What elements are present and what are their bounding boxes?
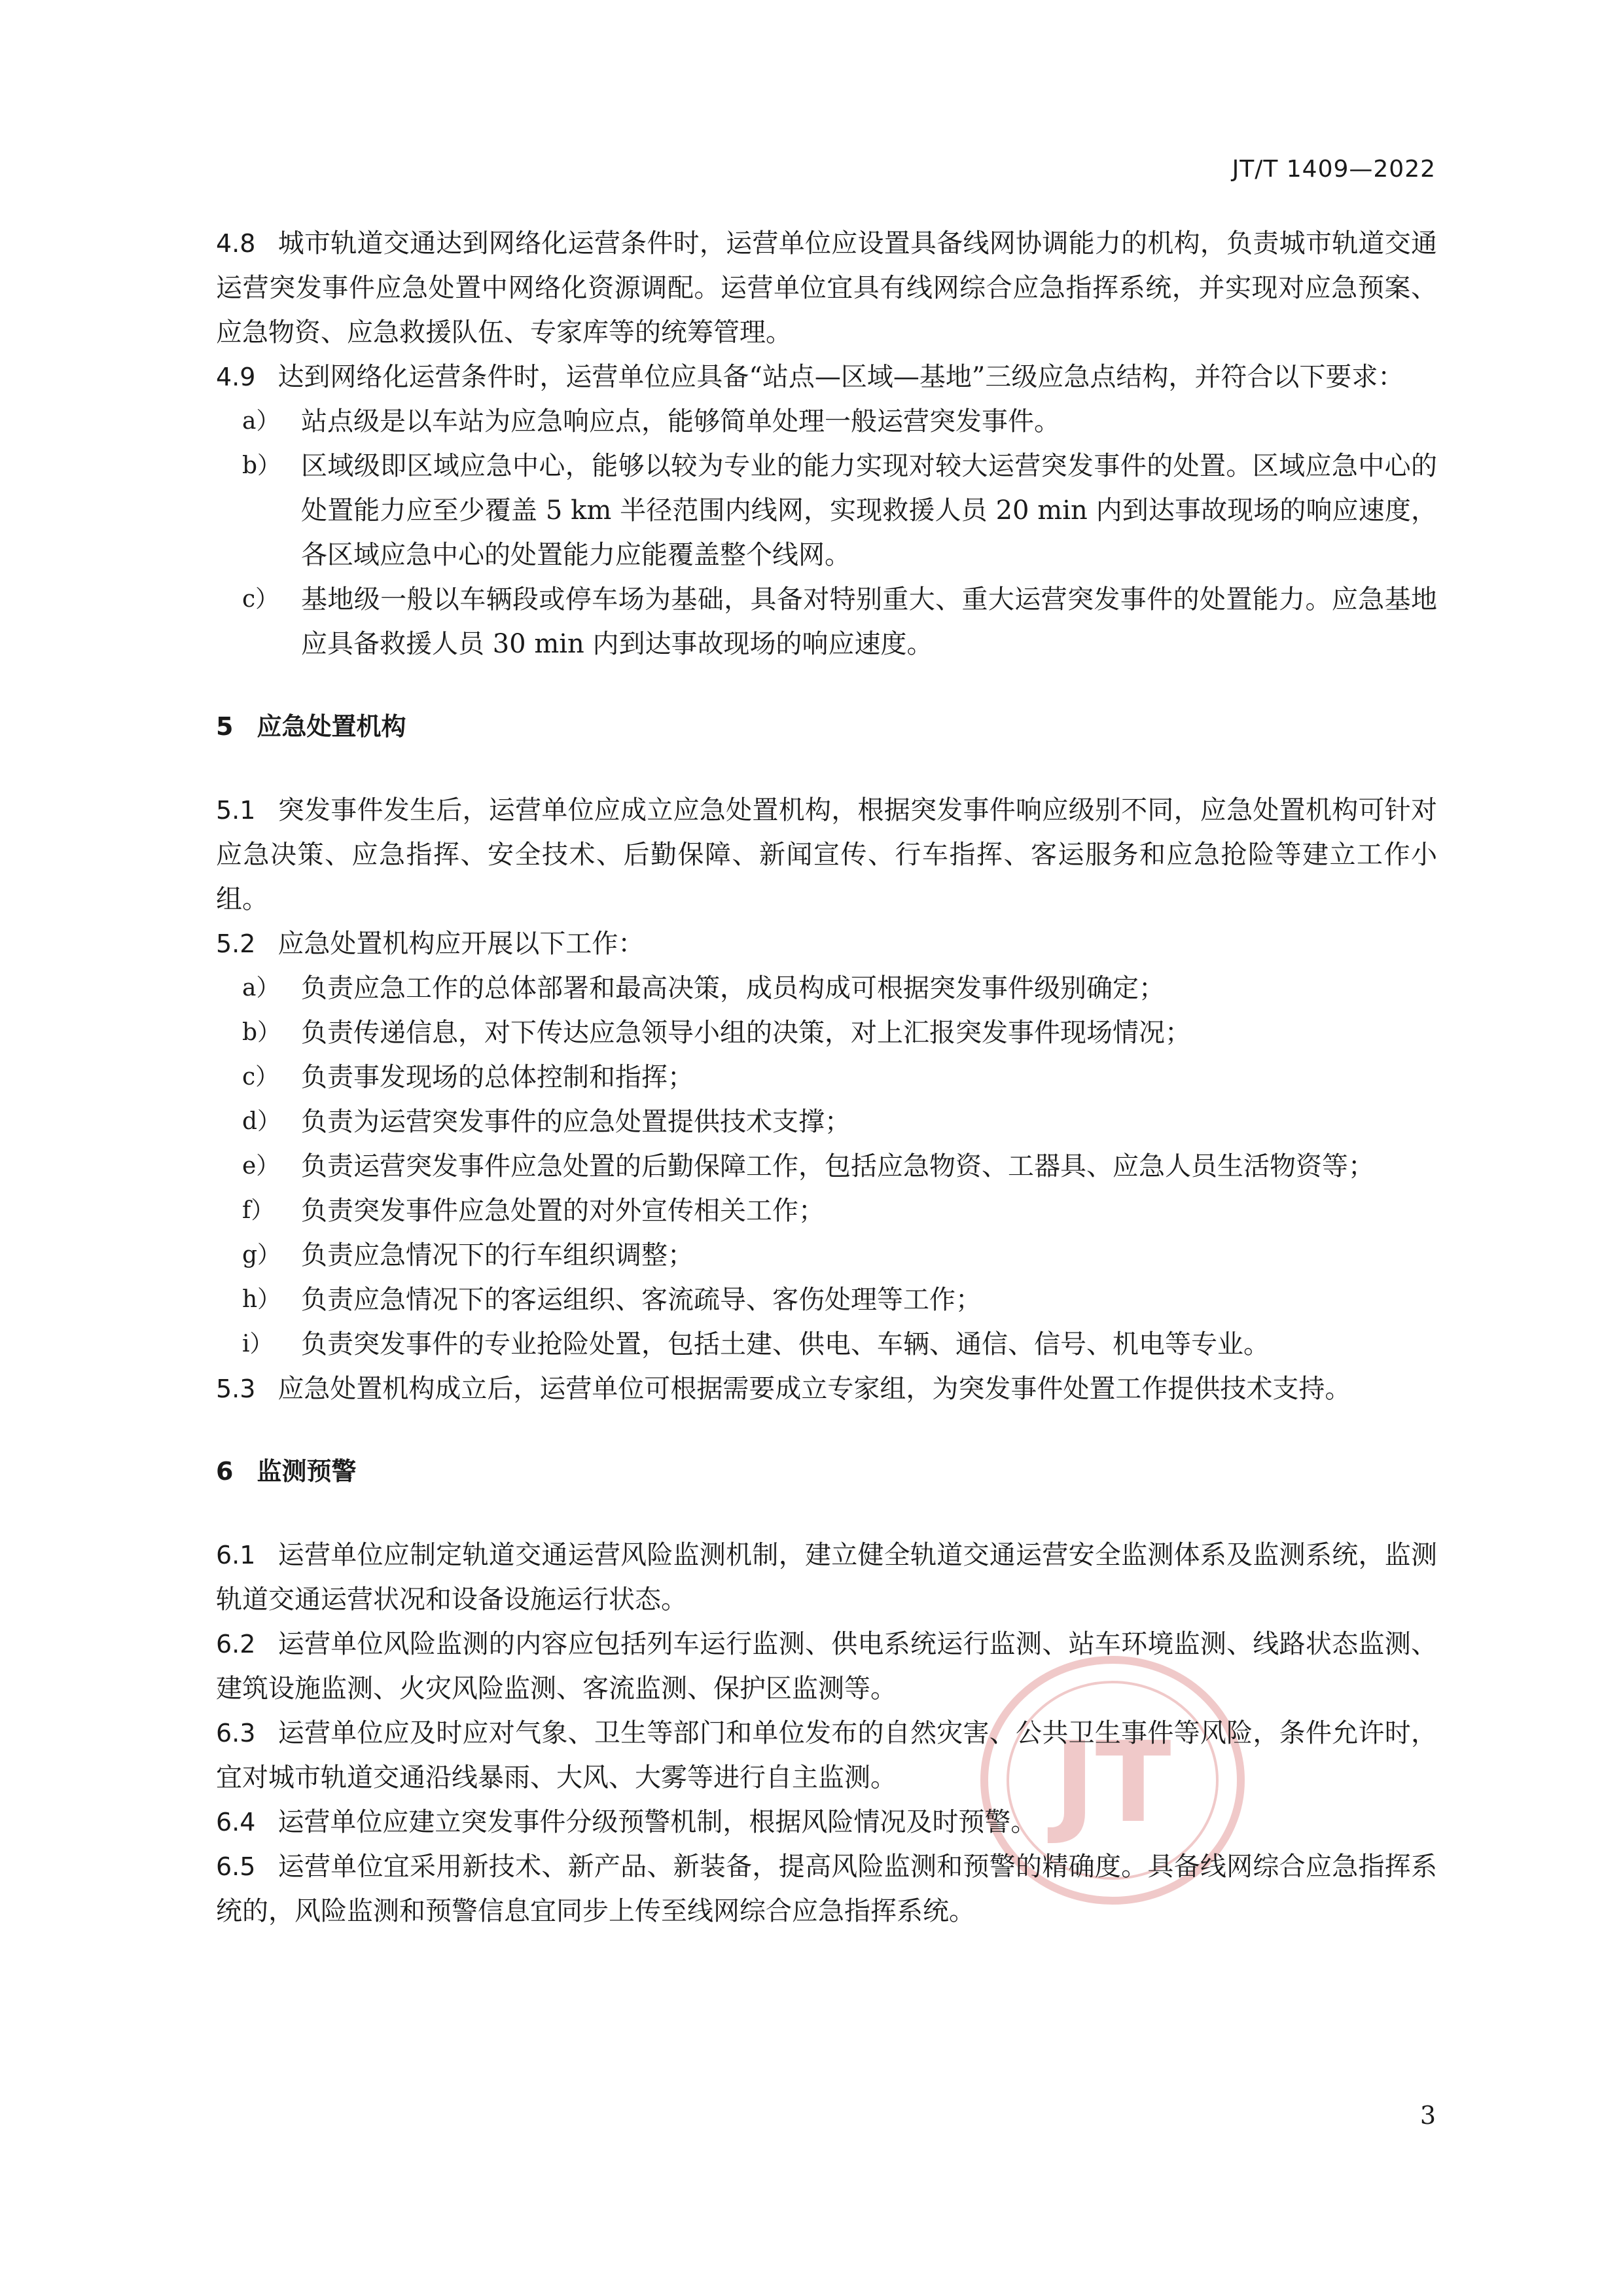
item-text: 区域级即区域应急中心，能够以较为专业的能力实现对较大运营突发事件的处置。区域应急中心的处置能力应至少覆盖 5 km 半径范围内线网，实现救援人员 20 min 内到达事故现场的响应速度，各区域应急中心的处置能力应能覆盖整个线网。 [301,451,1437,570]
list-item [216,444,1437,577]
list-item [216,1144,1437,1189]
clause-text: 达到网络化运营条件时，运营单位应具备“站点—区域—基地”三级应急点结构，并符合以下要求： [277,362,1404,392]
section-title: 应急处置机构 [257,712,406,741]
section-title: 监测预警 [257,1457,357,1486]
list-item [216,966,1437,1011]
clause-6-1 [216,1533,1437,1622]
clause-text: 运营单位宜采用新技术、新产品、新装备，提高风险监测和预警的精确度。具备线网综合应急指挥系统的，风险监测和预警信息宜同步上传至线网综合应急指挥系统。 [216,1852,1437,1926]
list-item [216,1233,1437,1278]
clause-number: 6.4 [216,1808,256,1837]
item-label: a） [242,975,280,1001]
clause-text: 运营单位应及时应对气象、卫生等部门和单位发布的自然灾害、公共卫生事件等风险，条件允许时，宜对城市轨道交通沿线暴雨、大风、大雾等进行自主监测。 [216,1718,1437,1793]
list-item [216,1189,1437,1233]
item-text: 负责应急工作的总体部署和最高决策，成员构成可根据突发事件级别确定； [301,973,1165,1003]
item-label: d） [242,1108,281,1135]
item-text: 负责应急情况下的行车组织调整； [301,1240,694,1270]
clause-4-9 [216,355,1437,399]
section-heading-5 [216,704,1437,749]
clause-text: 应急处置机构应开展以下工作： [277,929,645,959]
clause-6-2 [216,1622,1437,1711]
main-content [216,221,1437,1933]
item-text: 负责为运营突发事件的应急处置提供技术支撑； [301,1107,851,1137]
page-number: 3 [1419,2101,1436,2130]
list-item [216,1278,1437,1322]
clause-5-1 [216,788,1437,922]
section-number: 6 [216,1457,234,1486]
list-item [216,1055,1437,1100]
item-label: h） [242,1286,281,1313]
item-label: b） [242,1019,281,1046]
item-text: 负责运营突发事件应急处置的后勤保障工作，包括应急物资、工器具、应急人员生活物资等； [301,1151,1374,1181]
item-label: a） [242,408,280,435]
clause-5-2 [216,922,1437,966]
list-item [216,1011,1437,1055]
section-number: 5 [216,712,234,741]
clause-6-5 [216,1844,1437,1933]
item-text: 负责应急情况下的客运组织、客流疏导、客伤处理等工作； [301,1285,982,1315]
clause-number: 4.9 [216,363,256,391]
item-label: c） [242,586,279,613]
svg-text:JT: JT [1054,1718,1171,1848]
clause-6-3 [216,1711,1437,1800]
item-label: i） [242,1331,274,1357]
clause-number: 6.3 [216,1719,256,1748]
standard-code: JT/T 1409—2022 [1232,156,1436,183]
item-text: 负责传递信息，对下传达应急领导小组的决策，对上汇报突发事件现场情况； [301,1018,1191,1048]
clause-number: 6.1 [216,1541,256,1570]
clause-6-4 [216,1800,1437,1844]
clause-4-8 [216,221,1437,355]
item-text: 负责突发事件的专业抢险处置，包括土建、供电、车辆、通信、信号、机电等专业。 [301,1329,1270,1359]
list-item [216,577,1437,666]
section-heading-6 [216,1449,1437,1494]
item-text: 负责事发现场的总体控制和指挥； [301,1062,694,1092]
clause-number: 5.1 [216,796,256,825]
clause-number: 4.8 [216,229,256,258]
clause-5-3 [216,1367,1437,1411]
clause-number: 5.2 [216,929,256,958]
clause-text: 运营单位风险监测的内容应包括列车运行监测、供电系统运行监测、站车环境监测、线路状态监测、建筑设施监测、火灾风险监测、客流监测、保护区监测等。 [216,1629,1437,1704]
item-text: 基地级一般以车辆段或停车场为基础，具备对特别重大、重大运营突发事件的处置能力。应急基地应具备救援人员 30 min 内到达事故现场的响应速度。 [301,584,1437,659]
list-item [216,1100,1437,1144]
item-label: e） [242,1153,280,1179]
clause-number: 6.5 [216,1852,256,1881]
item-text: 负责突发事件应急处置的对外宣传相关工作； [301,1196,825,1226]
item-label: g） [242,1242,281,1268]
clause-text: 突发事件发生后，运营单位应成立应急处置机构，根据突发事件响应级别不同，应急处置机构可针对应急决策、应急指挥、安全技术、后勤保障、新闻宣传、行车指挥、客运服务和应急抢险等建立工作小组。 [216,795,1437,914]
clause-text: 运营单位应制定轨道交通运营风险监测机制，建立健全轨道交通运营安全监测体系及监测系统，监测轨道交通运营状况和设备设施运行状态。 [216,1540,1437,1615]
item-label: b） [242,452,281,479]
clause-text: 运营单位应建立突发事件分级预警机制，根据风险情况及时预警。 [277,1807,1037,1837]
clause-text: 应急处置机构成立后，运营单位可根据需要成立专家组，为突发事件处置工作提供技术支持。 [277,1374,1351,1404]
clause-text: 城市轨道交通达到网络化运营条件时，运营单位应设置具备线网协调能力的机构，负责城市轨道交通运营突发事件应急处置中网络化资源调配。运营单位宜具有线网综合应急指挥系统，并实现对应急预案、应急物资、应急救援队伍、专家库等的统筹管理。 [216,228,1437,348]
list-item [216,1322,1437,1367]
item-text: 站点级是以车站为应急响应点，能够简单处理一般运营突发事件。 [301,406,1060,437]
clause-number: 6.2 [216,1630,256,1659]
list-item [216,399,1437,444]
item-label: c） [242,1064,279,1090]
clause-number: 5.3 [216,1374,256,1403]
item-label: f） [242,1197,275,1224]
